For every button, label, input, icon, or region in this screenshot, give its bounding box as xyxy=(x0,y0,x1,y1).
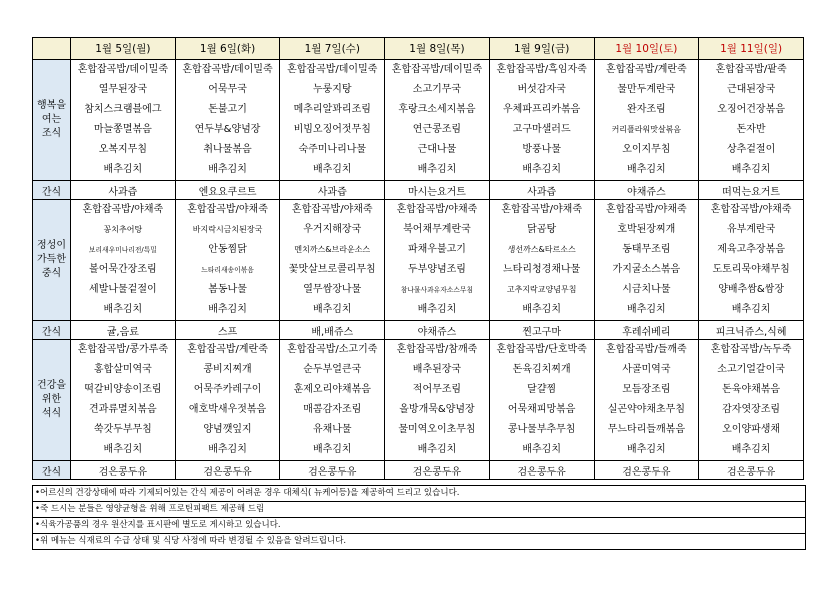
meal-cell xyxy=(699,340,804,461)
menu-item: 어묵무국 xyxy=(208,84,247,95)
menu-item: 콩비지찌개 xyxy=(203,364,252,375)
menu-item: 배추김치 xyxy=(627,444,666,455)
menu-item: 혼합잡곡밥/데이밀죽 xyxy=(182,64,273,75)
meal-cell xyxy=(280,340,385,461)
menu-item: 숙주미나리나물 xyxy=(298,144,367,155)
meal-cell xyxy=(594,340,699,461)
meal-cell xyxy=(489,340,594,461)
weekly-menu-table xyxy=(32,37,804,480)
menu-item: 혼합잡곡밥/야채죽 xyxy=(606,204,687,215)
menu-item: 무느타리들깨볶음 xyxy=(607,424,685,435)
menu-item: 배추김치 xyxy=(103,164,143,175)
menu-item: 애호박새우젓볶음 xyxy=(188,404,267,415)
menu-item: 양념깻잎지 xyxy=(203,424,252,435)
meal-cell xyxy=(280,200,385,321)
menu-item: 올방개묵&양념장 xyxy=(399,404,475,415)
menu-item: 적어무조림 xyxy=(412,384,462,395)
meal-label-line: 정성이 xyxy=(37,240,66,251)
note-line: •어르신의 건강상태에 따라 기제되어있는 간식 제공이 어려운 경우 대체식( 뉴케어등)을 제공하여 드리고 있습니다. xyxy=(33,486,805,502)
menu-item: 참치스크램블에그 xyxy=(84,104,162,115)
snack-cell: 야채쥬스 xyxy=(385,321,490,340)
menu-item: 후랑크소세지볶음 xyxy=(398,104,476,115)
meal-cell xyxy=(175,340,280,461)
menu-item: 볼어묵간장조림 xyxy=(89,264,157,275)
menu-item: 배추김치 xyxy=(312,164,352,175)
menu-item: 보리새우미나리전/특밀 xyxy=(88,246,157,254)
menu-item: 배추김치 xyxy=(312,444,352,455)
menu-item: 우체파프리카볶음 xyxy=(503,104,581,115)
menu-item: 배추김치 xyxy=(417,304,457,315)
snack-cell: 엔요요쿠르트 xyxy=(175,181,280,200)
snack-cell: 피크닉쥬스,식혜 xyxy=(699,321,804,340)
menu-item: 봄동나물 xyxy=(208,284,247,295)
menu-item: 꽃맛살브로콜리무침 xyxy=(288,264,376,275)
menu-item: 양배추쌈&쌈장 xyxy=(718,284,784,295)
meal-label-line: 여는 xyxy=(41,114,62,125)
snack-row xyxy=(33,321,804,340)
menu-item: 우거지해장국 xyxy=(303,224,362,235)
menu-item: 배추김치 xyxy=(522,304,561,315)
meal-label-line: 위한 xyxy=(41,394,62,405)
menu-item: 배추김치 xyxy=(208,164,247,175)
snack-cell: 후레쉬베리 xyxy=(594,321,699,340)
meal-cell xyxy=(175,60,280,181)
menu-item: 세발나물겉절이 xyxy=(89,284,157,295)
menu-item: 오징어건장볶음 xyxy=(717,104,785,115)
meal-label-line: 가득한 xyxy=(37,254,66,265)
menu-item: 열무된장국 xyxy=(98,84,147,95)
menu-item: 콩나물부추무침 xyxy=(507,424,576,435)
menu-item: 버섯감자국 xyxy=(517,84,566,95)
menu-item: 북어채무계란국 xyxy=(403,224,471,235)
note-line: •식육가공품의 경우 원산지를 표시판에 별도로 게시하고 있습니다. xyxy=(33,518,805,534)
snack-cell: 떠먹는요거트 xyxy=(699,181,804,200)
menu-item: 혼합잡곡밥/단호박죽 xyxy=(496,344,587,355)
meal-label-line: 행복을 xyxy=(37,100,66,111)
menu-item: 동태무조림 xyxy=(622,244,671,255)
meal-cell xyxy=(385,340,490,461)
menu-item: 배추김치 xyxy=(731,164,771,175)
meal-cell xyxy=(385,200,490,321)
day-header: 1월 7일(수) xyxy=(280,38,385,60)
menu-item: 혼합잡곡밥/콩가루죽 xyxy=(77,344,168,355)
snack-cell: 귤,음료 xyxy=(71,321,176,340)
menu-item: 메추리알꽈리조림 xyxy=(293,104,371,115)
menu-item: 고구마샐러드 xyxy=(512,124,571,135)
menu-item: 도토리묵야채무침 xyxy=(712,264,790,275)
meal-cell xyxy=(699,200,804,321)
meal-cell xyxy=(594,60,699,181)
snack-row xyxy=(33,181,804,200)
note-line: •위 메뉴는 식재료의 수급 상태 및 식당 사정에 따라 변경될 수 있음을 알려드립니다. xyxy=(35,536,347,546)
menu-item: 견과류멸치볶음 xyxy=(89,404,157,415)
meal-label-line: 석식 xyxy=(41,408,62,419)
meal-cell xyxy=(280,60,385,181)
menu-item: 순두부얼큰국 xyxy=(303,364,362,375)
snack-cell: 검은콩두유 xyxy=(489,461,594,480)
menu-item: 배추김치 xyxy=(627,304,666,315)
snack-cell: 사과즙 xyxy=(71,181,176,200)
menu-item: 배추김치 xyxy=(417,444,457,455)
menu-item: 사골미역국 xyxy=(622,364,671,375)
meal-cell xyxy=(489,60,594,181)
menu-item: 열무쌈장나물 xyxy=(303,284,362,295)
menu-item: 배추김치 xyxy=(522,444,561,455)
menu-item: 혼합잡곡밥/흑임자죽 xyxy=(496,64,587,75)
menu-item: 돈불고기 xyxy=(208,104,247,115)
menu-item: 소고기얼갈이국 xyxy=(717,364,785,375)
menu-item: 가지굴소스볶음 xyxy=(612,264,681,275)
meal-label xyxy=(33,340,71,461)
menu-item: 비빔오징어젓무침 xyxy=(293,124,371,135)
snack-row xyxy=(33,461,804,480)
menu-item: 닭곰탕 xyxy=(527,224,557,235)
menu-item: 실곤약야채초무침 xyxy=(607,404,685,415)
meal-row xyxy=(33,60,804,181)
menu-item: 감자엿장조림 xyxy=(722,404,781,415)
menu-item: 방풍나물 xyxy=(522,144,561,155)
snack-cell: 스프 xyxy=(175,321,280,340)
menu-item: 혼합잡곡밥/데이밀죽 xyxy=(391,64,483,75)
day-header: 1월 11일(일) xyxy=(699,38,804,60)
snack-cell: 검은콩두유 xyxy=(699,461,804,480)
menu-item: 상추겉절이 xyxy=(726,144,776,155)
meal-cell xyxy=(385,60,490,181)
snack-cell: 검은콩두유 xyxy=(280,461,385,480)
menu-item: 근대나물 xyxy=(417,144,457,155)
meal-row xyxy=(33,200,804,321)
menu-item: 배추김치 xyxy=(731,444,771,455)
meal-cell xyxy=(175,200,280,321)
menu-item: 돈육야채볶음 xyxy=(722,384,781,395)
day-header: 1월 9일(금) xyxy=(489,38,594,60)
menu-item: 유부계란국 xyxy=(726,224,776,235)
menu-item: 물만두계란국 xyxy=(617,84,676,95)
menu-item: 혼합잡곡밥/팥죽 xyxy=(715,64,787,75)
snack-label: 간식 xyxy=(33,461,71,480)
meal-label xyxy=(33,200,71,321)
snack-cell: 사과즙 xyxy=(280,181,385,200)
menu-item: 혼합잡곡밥/녹두죽 xyxy=(710,344,792,355)
meal-cell xyxy=(489,200,594,321)
meal-label-line: 조식 xyxy=(41,128,62,139)
day-header: 1월 6일(화) xyxy=(175,38,280,60)
notes-box xyxy=(32,485,806,550)
day-header: 1월 8일(목) xyxy=(385,38,490,60)
menu-item: 돈자반 xyxy=(736,124,766,135)
menu-item: 배추김치 xyxy=(103,304,143,315)
snack-cell: 찐고구마 xyxy=(489,321,594,340)
day-header: 1월 5일(월) xyxy=(71,38,176,60)
menu-item: 소고기무국 xyxy=(412,84,462,95)
menu-item: 혼합잡곡밥/들깨죽 xyxy=(606,344,687,355)
menu-item: 제육고추장볶음 xyxy=(717,244,785,255)
menu-item: 배추된장국 xyxy=(412,364,462,375)
menu-item: 달걀찜 xyxy=(527,384,557,395)
menu-item: 혼합잡곡밥/데이밀죽 xyxy=(77,64,168,75)
snack-cell: 마시는요거트 xyxy=(385,181,490,200)
menu-item: 돈육김치찌개 xyxy=(512,364,571,375)
snack-cell: 검은콩두유 xyxy=(594,461,699,480)
menu-item: 매콤감자조림 xyxy=(303,404,362,415)
menu-item: 누룽지탕 xyxy=(312,84,352,95)
menu-item: 배추김치 xyxy=(208,304,247,315)
note-line: •죽 드시는 분들은 영양균형을 위해 프로틴피팩트 제공해 드림 xyxy=(33,502,805,518)
snack-cell: 배,배쥬스 xyxy=(280,321,385,340)
day-header-row xyxy=(33,38,804,60)
menu-item: 오이양파생채 xyxy=(722,424,781,435)
day-header: 1월 10일(토) xyxy=(594,38,699,60)
menu-item: 홍합살미역국 xyxy=(93,364,152,375)
menu-item: 모듬장조림 xyxy=(622,384,671,395)
menu-item: 혼합잡곡밥/야채죽 xyxy=(291,204,373,215)
snack-label: 간식 xyxy=(33,181,71,200)
menu-item: 배추김치 xyxy=(312,304,352,315)
menu-item: 호박된장찌개 xyxy=(617,224,676,235)
menu-item: 시금치나물 xyxy=(622,284,671,295)
menu-item: 근대된장국 xyxy=(726,84,776,95)
snack-cell: 검은콩두유 xyxy=(385,461,490,480)
menu-item: 혼합잡곡밥/계란죽 xyxy=(606,64,687,75)
menu-item: 안동찜닭 xyxy=(208,244,247,255)
menu-item: 혼합잡곡밥/야채죽 xyxy=(710,204,792,215)
menu-item: 훈제오리야채볶음 xyxy=(293,384,371,395)
snack-cell: 검은콩두유 xyxy=(71,461,176,480)
menu-item: 혼합잡곡밥/참깨죽 xyxy=(396,344,478,355)
menu-item: 느타리새송이볶음 xyxy=(201,266,254,274)
menu-item: 생선까스&타르소스 xyxy=(507,245,576,254)
menu-item: 바지락시금치된장국 xyxy=(192,225,263,234)
menu-item: 어묵채피망볶음 xyxy=(507,404,576,415)
corner-cell xyxy=(33,38,71,60)
snack-cell: 검은콩두유 xyxy=(175,461,280,480)
menu-item: 배추김치 xyxy=(417,164,457,175)
menu-item: 참나물사과유자소스무침 xyxy=(400,286,474,294)
meal-cell xyxy=(594,200,699,321)
menu-item: 배추김치 xyxy=(103,444,143,455)
menu-item: 혼합잡곡밥/데이밀죽 xyxy=(287,64,378,75)
menu-item: 어묵주카레구이 xyxy=(193,384,262,395)
meal-label-line: 건강을 xyxy=(37,380,66,391)
menu-item: 배추김치 xyxy=(522,164,561,175)
menu-item: 취나물볶음 xyxy=(203,144,252,155)
meal-cell xyxy=(71,60,176,181)
snack-cell: 사과즙 xyxy=(489,181,594,200)
menu-item: 고추지락교양념무침 xyxy=(506,285,577,294)
menu-item: 배추김치 xyxy=(731,304,771,315)
menu-item: 혼합잡곡밥/소고기죽 xyxy=(287,344,378,355)
menu-item: 마늘쫑멸볶음 xyxy=(93,124,152,135)
meal-label-line: 중식 xyxy=(41,268,62,279)
menu-item: 물미역오이초무침 xyxy=(398,424,476,435)
menu-item: 배추김치 xyxy=(208,444,247,455)
menu-item: 혼합잡곡밥/계란죽 xyxy=(187,344,268,355)
menu-item: 혼합잡곡밥/야채죽 xyxy=(501,204,582,215)
menu-item: 멘치까스&브라운소스 xyxy=(294,245,371,254)
snack-cell: 야채쥬스 xyxy=(594,181,699,200)
menu-item: 떡갈비양송이조림 xyxy=(84,384,162,395)
meal-cell xyxy=(699,60,804,181)
meal-cell xyxy=(71,200,176,321)
menu-item: 느타리청경채나물 xyxy=(503,264,581,275)
menu-item: 쑥갓두부무침 xyxy=(93,424,152,435)
menu-item: 혼합잡곡밥/야채죽 xyxy=(187,204,268,215)
menu-item: 완자조림 xyxy=(627,104,666,115)
menu-item: 연근콩조림 xyxy=(412,124,462,135)
menu-item: 파채우불고기 xyxy=(407,244,466,255)
menu-item: 커리플라워맛살볶음 xyxy=(611,125,682,134)
menu-item: 오복지무침 xyxy=(98,144,147,155)
menu-item: 오이지무침 xyxy=(622,144,671,155)
meal-cell xyxy=(71,340,176,461)
snack-label: 간식 xyxy=(33,321,71,340)
menu-item: 혼합잡곡밥/야채죽 xyxy=(82,204,164,215)
meal-row xyxy=(33,340,804,461)
menu-item: 배추김치 xyxy=(627,164,666,175)
menu-item: 유채나물 xyxy=(312,424,352,435)
menu-item: 두부양념조림 xyxy=(407,264,466,275)
menu-item: 꽁치추어탕 xyxy=(103,225,143,234)
menu-item: 혼합잡곡밥/야채죽 xyxy=(396,204,478,215)
menu-body xyxy=(33,60,804,480)
menu-item: 연두부&양념장 xyxy=(194,124,261,135)
meal-label xyxy=(33,60,71,181)
